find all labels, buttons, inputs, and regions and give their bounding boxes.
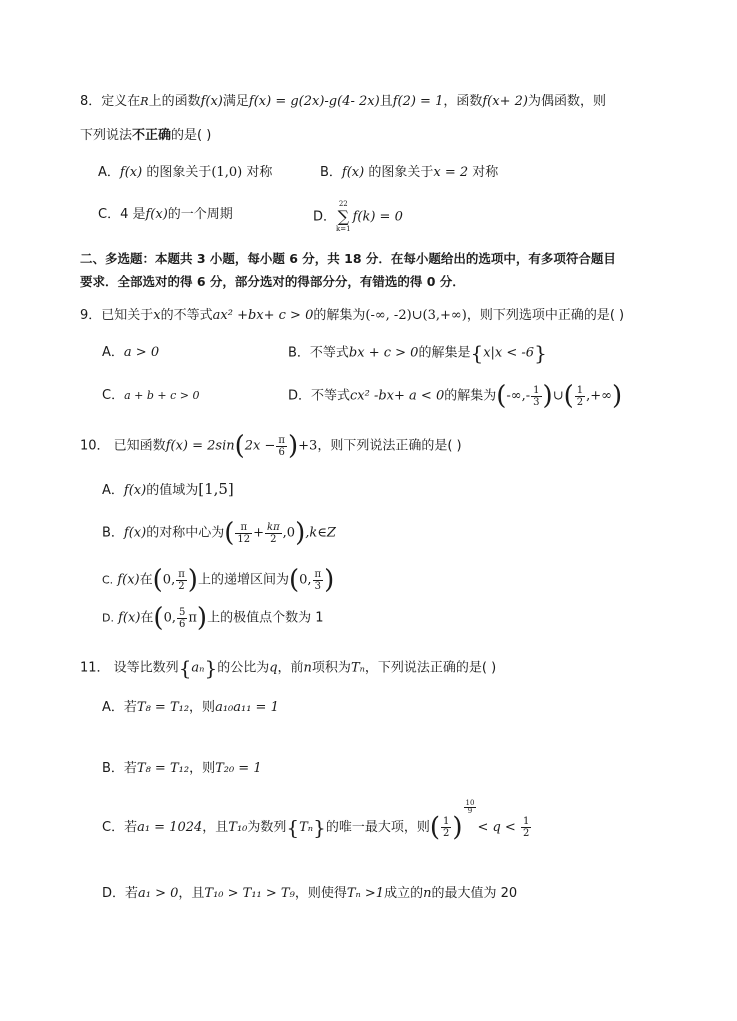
q9-option-d: D．不等式cx² -bx+ a < 0的解集为(-∞,- $\frac{1}{3}$ )∪( $\frac{1}{2}$ ,+∞) bbox=[288, 381, 623, 411]
q10-option-d: D. f(x)在(0, $\frac{5}{6}$ π)上的极值点个数为 1 bbox=[102, 603, 324, 633]
q10-option-b: B．f(x)的对称中心为( $\frac{\pi}{12}$ + $\frac{k\pi}{2}$ ,0),k∈Z bbox=[102, 518, 336, 548]
q8-option-b: B．f(x) 的图象关于x = 2 对称 bbox=[320, 165, 499, 180]
q9-stem: 9．已知关于x的不等式ax² +bx+ c > 0的解集为(-∞, -2)∪(3,+∞)，则下列选项中正确的是( ) bbox=[80, 308, 625, 323]
q8-option-c: C．4 是f(x)的一个周期 bbox=[98, 207, 233, 222]
q8-stem-line2: 下列说法不正确的是( ) bbox=[80, 128, 212, 143]
q11-option-d: D．若a₁ > 0，且T₁₀ > T₁₁ > T₉，则使得Tₙ >1成立的n的最大值为 20 bbox=[102, 886, 518, 901]
q11-option-c: C．若a₁ = 1024，且T₁₀为数列{Tₙ}的唯一最大项，则( $\frac{1}{2}$ ) $\frac{10}{9}$ < q < $\frac{1}{2}$ bbox=[102, 799, 530, 843]
q8-option-a: A．f(x) 的图象关于(1,0) 对称 bbox=[98, 165, 273, 180]
q9-option-a: A．a > 0 bbox=[102, 345, 160, 360]
q8-stem-line1: 8．定义在R上的函数f(x)满足f(x) = g(2x)-g(4- 2x)且f(2) = 1，函数f(x+ 2)为偶函数，则 bbox=[80, 94, 606, 109]
q8-option-d: D． 22 ∑ k=1 f(k) = 0 bbox=[313, 200, 403, 233]
section-heading-line2: 要求．全部选对的得 6 分，部分选对的得部分分，有错选的得 0 分． bbox=[80, 274, 465, 289]
q11-option-a: A．若T₈ = T₁₂，则a₁₀a₁₁ = 1 bbox=[102, 700, 279, 715]
section-heading-line1: 二、多选题：本题共 3 小题，每小题 6 分，共 18 分．在每小题给出的选项中，有多项符合题目 bbox=[80, 251, 616, 266]
q10-option-a: A．f(x)的值域为[1,5] bbox=[102, 480, 234, 498]
q11-option-b: B．若T₈ = T₁₂，则T₂₀ = 1 bbox=[102, 761, 262, 776]
summation-sign: 22 ∑ k=1 bbox=[336, 200, 351, 233]
q10-stem: 10． 已知函数f(x) = 2sin(2x − $\frac{\pi}{6}$ )+3，则下列说法正确的是( ) bbox=[80, 431, 462, 461]
q10-option-c: C. f(x)在(0, $\frac{\pi}{2}$ )上的递增区间为(0, $\frac{\pi}{3}$ ) bbox=[102, 565, 335, 595]
q9-option-b: B．不等式bx + c > 0的解集是{x|x < -6} bbox=[288, 341, 547, 365]
q11-stem: 11． 设等比数列{aₙ}的公比为q，前n项积为Tₙ，下列说法正确的是( ) bbox=[80, 656, 497, 680]
q9-option-c: C．a + b + c > 0 bbox=[102, 388, 200, 403]
